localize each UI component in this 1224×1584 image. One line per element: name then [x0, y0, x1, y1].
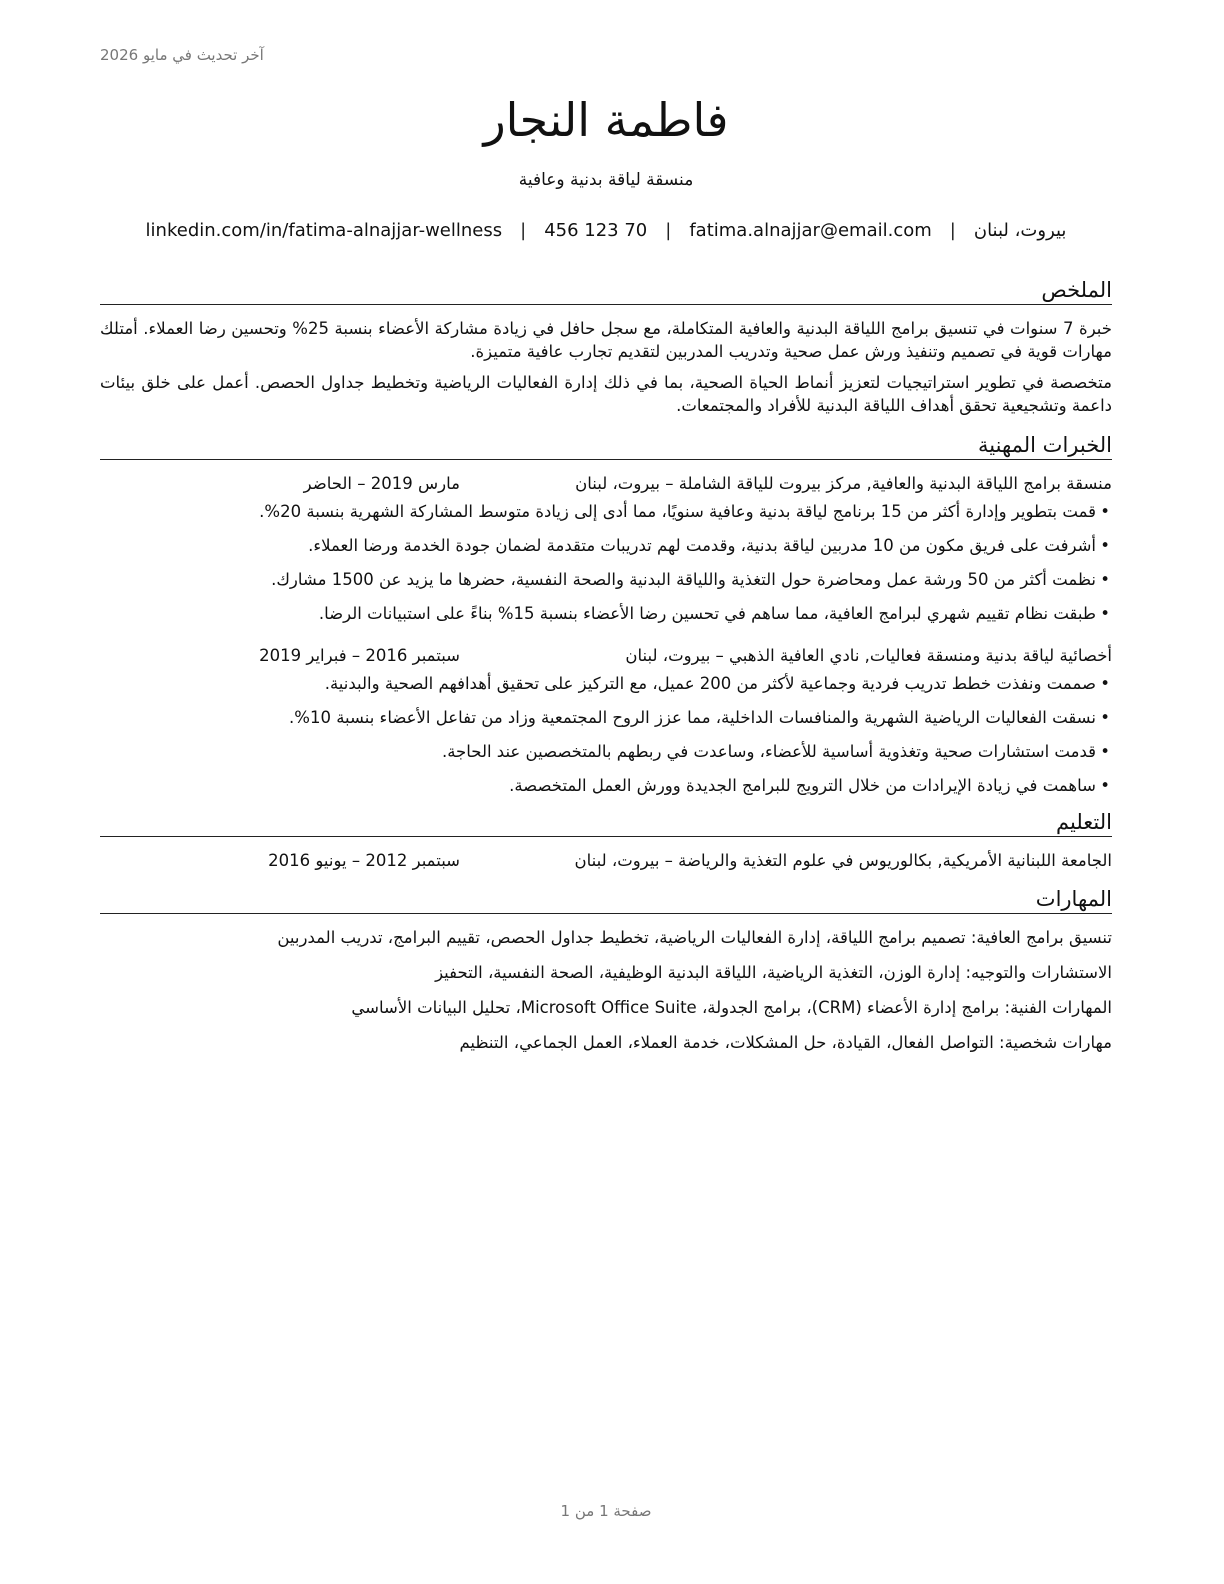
job-dates: مارس 2019 – الحاضر: [303, 474, 460, 493]
page-number: صفحة 1 من 1: [560, 1502, 652, 1520]
education-entry: [100, 849, 1112, 873]
list-item: • نسقت الفعاليات الرياضية الشهرية والمنافسات الداخلية، مما عزز الروح المجتمعية وزاد من تفاعل الأعضاء بنسبة 10%.: [100, 706, 1096, 730]
education-section: [100, 808, 1112, 873]
section-title: الملخص: [100, 276, 1112, 305]
job-dates: سبتمبر 2016 – فبراير 2019: [259, 646, 460, 665]
education-text: الجامعة اللبنانية الأمريكية, بكالوريوس في علوم التغذية والرياضة – بيروت، لبنان: [574, 851, 1112, 870]
contact-phone: 456 123 70: [544, 220, 648, 241]
last-updated: آخر تحديث في مايو 2026: [100, 46, 264, 64]
summary-section: [100, 276, 1112, 417]
list-item: • صممت ونفذت خطط تدريب فردية وجماعية لأكثر من 200 عميل، مع التركيز على تحقيق أهدافهم الصحية والبدنية.: [100, 672, 1096, 696]
contact-separator: |: [949, 220, 956, 241]
contact-separator: |: [520, 220, 527, 241]
skills-section: [100, 885, 1112, 1055]
summary-paragraph: خبرة 7 سنوات في تنسيق برامج اللياقة البدنية والعافية المتكاملة، مع سجل حافل في زيادة مشاركة الأعضاء بنسبة 25% وتحسين رضا العملاء. أمتلك مهارات قوية في تصميم وتنفيذ ورش عمل صحية وتدريب المدربين لتقديم تجارب عافية متميزة.: [100, 319, 1112, 361]
contact-email[interactable]: fatima.alnajjar@email.com: [689, 220, 932, 241]
list-item: • طبقت نظام تقييم شهري لبرامج العافية، مما ساهم في تحسين رضا الأعضاء بنسبة 15% بناءً على استبيانات الرضا.: [100, 602, 1096, 626]
list-item: • قدمت استشارات صحية وتغذوية أساسية للأعضاء، وساعدت في ربطهم بالمتخصصين عند الحاجة.: [100, 740, 1096, 764]
resume-header: [100, 88, 1112, 244]
contact-location: بيروت، لبنان: [973, 220, 1067, 241]
section-title: المهارات: [100, 885, 1112, 914]
resume-page: [100, 0, 1112, 1584]
section-title: التعليم: [100, 808, 1112, 837]
job-header: [100, 644, 1112, 668]
job-role-org: أخصائية لياقة بدنية ومنسقة فعاليات, نادي العافية الذهبي – بيروت، لبنان: [625, 646, 1112, 665]
job-bullets: [100, 500, 1112, 626]
summary-paragraph: متخصصة في تطوير استراتيجيات لتعزيز أنماط الحياة الصحية، بما في ذلك إدارة الفعاليات الرياضية وتخطيط جداول الحصص. أعمل على خلق بيئات داعمة وتشجيعية تحقق أهداف اللياقة البدنية للأفراد والمجتمعات.: [100, 373, 1112, 415]
skills-line: الاستشارات والتوجيه: إدارة الوزن، التغذية الرياضية، اللياقة البدنية الوظيفية، الصحة النفسية، التحفيز: [435, 963, 1112, 982]
job-entry: [100, 472, 1112, 626]
skills-line: المهارات الفنية: برامج إدارة الأعضاء (CRM)، برامج الجدولة، Microsoft Office Suite، تحليل البيانات الأساسي: [351, 998, 1112, 1017]
contact-separator: |: [665, 220, 672, 241]
job-bullets: [100, 672, 1112, 798]
person-name: فاطمة النجار: [483, 93, 729, 147]
education-dates: سبتمبر 2012 – يونيو 2016: [268, 851, 460, 870]
contact-linkedin[interactable]: linkedin.com/in/fatima-alnajjar-wellness: [145, 220, 503, 241]
job-role-org: منسقة برامج اللياقة البدنية والعافية, مركز بيروت للياقة الشاملة – بيروت، لبنان: [575, 474, 1112, 493]
list-item: • ساهمت في زيادة الإيرادات من خلال الترويج للبرامج الجديدة وورش العمل المتخصصة.: [100, 774, 1096, 798]
list-item: • نظمت أكثر من 50 ورشة عمل ومحاضرة حول التغذية واللياقة البدنية والصحة النفسية، حضرها ما يزيد عن 1500 مشارك.: [100, 568, 1096, 592]
contact-line: [100, 218, 1112, 244]
list-item: • قمت بتطوير وإدارة أكثر من 15 برنامج لياقة بدنية وعافية سنويًا، مما أدى إلى زيادة متوسط المشاركة الشهرية بنسبة 20%.: [100, 500, 1096, 524]
list-item: • أشرفت على فريق مكون من 10 مدربين لياقة بدنية، وقدمت لهم تدريبات متقدمة لضمان جودة الخدمة ورضا العملاء.: [100, 534, 1096, 558]
job-header: [100, 472, 1112, 496]
skills-line: تنسيق برامج العافية: تصميم برامج اللياقة، إدارة الفعاليات الرياضية، تخطيط جداول الحصص، تقييم البرامج، تدريب المدربين: [277, 928, 1112, 947]
job-title: منسقة لياقة بدنية وعافية: [518, 170, 694, 190]
section-title: الخبرات المهنية: [100, 431, 1112, 460]
job-entry: [100, 644, 1112, 798]
resume-content: [100, 276, 1112, 1066]
experience-section: [100, 431, 1112, 798]
skills-line: مهارات شخصية: التواصل الفعال، القيادة، حل المشكلات، خدمة العملاء، العمل الجماعي، التنظيم: [459, 1033, 1112, 1052]
